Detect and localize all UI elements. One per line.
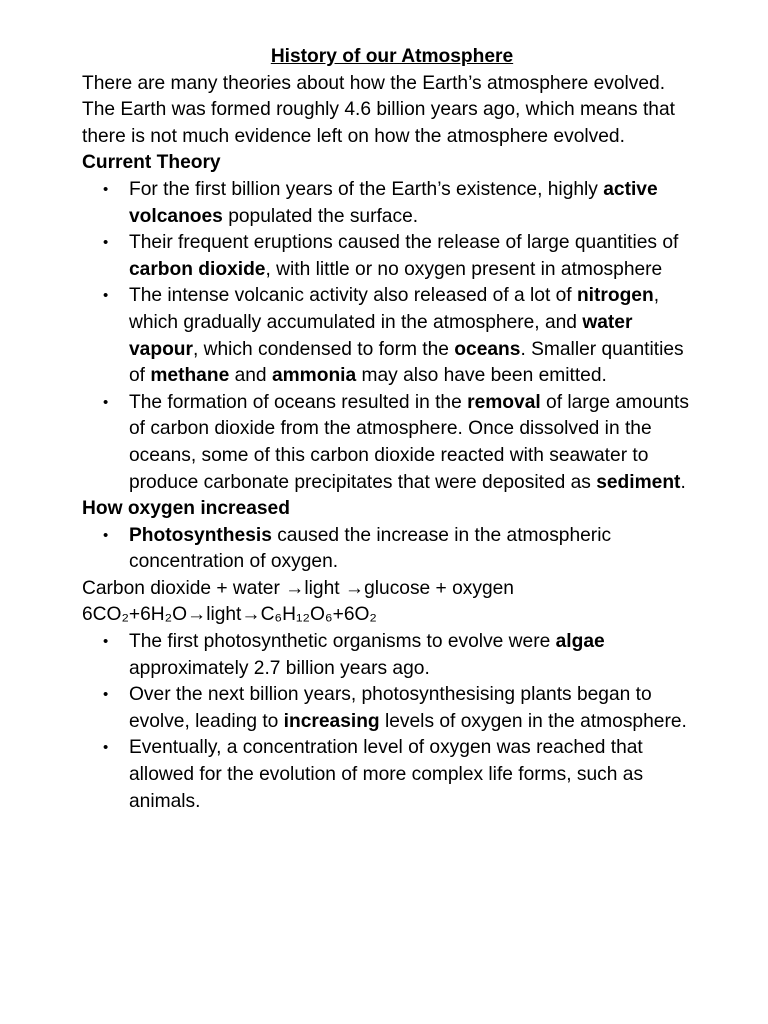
list-item bbox=[82, 230, 702, 283]
section-heading-oxygen: How oxygen increased bbox=[82, 498, 290, 520]
document-body bbox=[82, 44, 702, 815]
list-item-text: Over the next billion years, photosynthesising plants began to evolve, leading to bbox=[129, 684, 652, 732]
bold-term: oceans bbox=[454, 338, 521, 360]
list-item bbox=[82, 682, 702, 735]
list-item-text: and bbox=[229, 365, 272, 387]
symbol-equation: 6CO₂+6H₂O→light→C₆H₁₂O₆+6O₂ bbox=[82, 604, 377, 626]
list-item bbox=[82, 629, 702, 682]
oxygen-list-b bbox=[82, 629, 702, 815]
list-item-text: approximately 2.7 billion years ago. bbox=[129, 657, 430, 679]
bold-term: carbon dioxide bbox=[129, 258, 266, 280]
bullet-icon: • bbox=[103, 526, 109, 544]
bullet-icon: • bbox=[103, 686, 109, 704]
bold-term: algae bbox=[555, 631, 605, 653]
bold-term: methane bbox=[150, 365, 230, 387]
page-title: History of our Atmosphere bbox=[270, 46, 514, 67]
bullet-icon: • bbox=[103, 393, 109, 411]
list-item bbox=[82, 523, 702, 576]
list-item-text: , with little or no oxygen present in atmosphere bbox=[265, 258, 663, 280]
list-item-text: . bbox=[680, 471, 686, 493]
list-item-text: populated the surface. bbox=[222, 205, 419, 227]
bold-term: increasing bbox=[283, 710, 380, 732]
list-item bbox=[82, 283, 702, 389]
bold-term: ammonia bbox=[271, 365, 357, 387]
oxygen-list-a bbox=[82, 523, 702, 576]
list-item-text: of large amounts of carbon dioxide from the atmosphere. Once dissolved in the oceans, some of this carbon dioxide reacted with seawater to produce carbonate precipitates that were deposited as bbox=[129, 391, 689, 493]
bullet-icon: • bbox=[103, 739, 109, 757]
list-item-text: The formation of oceans resulted in the bbox=[129, 391, 468, 413]
list-item-text: , which condensed to form the bbox=[192, 338, 455, 360]
list-item-text: The intense volcanic activity also released of a lot of bbox=[129, 285, 577, 307]
list-item-text: may also have been emitted. bbox=[356, 365, 607, 387]
bullet-icon: • bbox=[103, 234, 109, 252]
list-item-text: Their frequent eruptions caused the release of large quantities of bbox=[129, 232, 679, 254]
list-item-text: For the first billion years of the Earth’s existence, highly bbox=[129, 178, 604, 200]
section-heading-current-theory: Current Theory bbox=[82, 152, 221, 174]
list-item bbox=[82, 390, 702, 496]
bold-term: removal bbox=[467, 391, 541, 413]
list-item bbox=[82, 735, 702, 815]
list-item-text: . Smaller quantities of bbox=[129, 338, 684, 387]
list-item-text: , which gradually accumulated in the atmosphere, and bbox=[129, 285, 660, 333]
list-item bbox=[82, 177, 702, 230]
word-equation: Carbon dioxide + water →light →glucose + oxygen bbox=[82, 577, 514, 599]
list-item-text: The first photosynthetic organisms to evolve were bbox=[129, 631, 556, 653]
list-item-text: caused the increase in the atmospheric concentration of oxygen. bbox=[129, 524, 612, 573]
bullet-icon: • bbox=[103, 633, 109, 651]
bold-term: Photosynthesis bbox=[129, 524, 272, 546]
bold-term: water vapour bbox=[129, 311, 633, 360]
list-item-text: levels of oxygen in the atmosphere. bbox=[379, 710, 687, 732]
current-theory-list bbox=[82, 177, 702, 496]
bold-term: active volcanoes bbox=[129, 178, 658, 227]
list-item-text: Eventually, a concentration level of oxygen was reached that allowed for the evolution of more complex life forms, such as animals. bbox=[129, 737, 644, 812]
bold-term: nitrogen bbox=[576, 285, 654, 307]
intro-paragraph: There are many theories about how the Earth’s atmosphere evolved. The Earth was formed roughly 4.6 billion years ago, which means that there is not much evidence left on how the atmosphere evolved. bbox=[82, 72, 675, 147]
bold-term: sediment bbox=[596, 471, 681, 493]
bullet-icon: • bbox=[103, 287, 109, 305]
bullet-icon: • bbox=[103, 180, 109, 198]
